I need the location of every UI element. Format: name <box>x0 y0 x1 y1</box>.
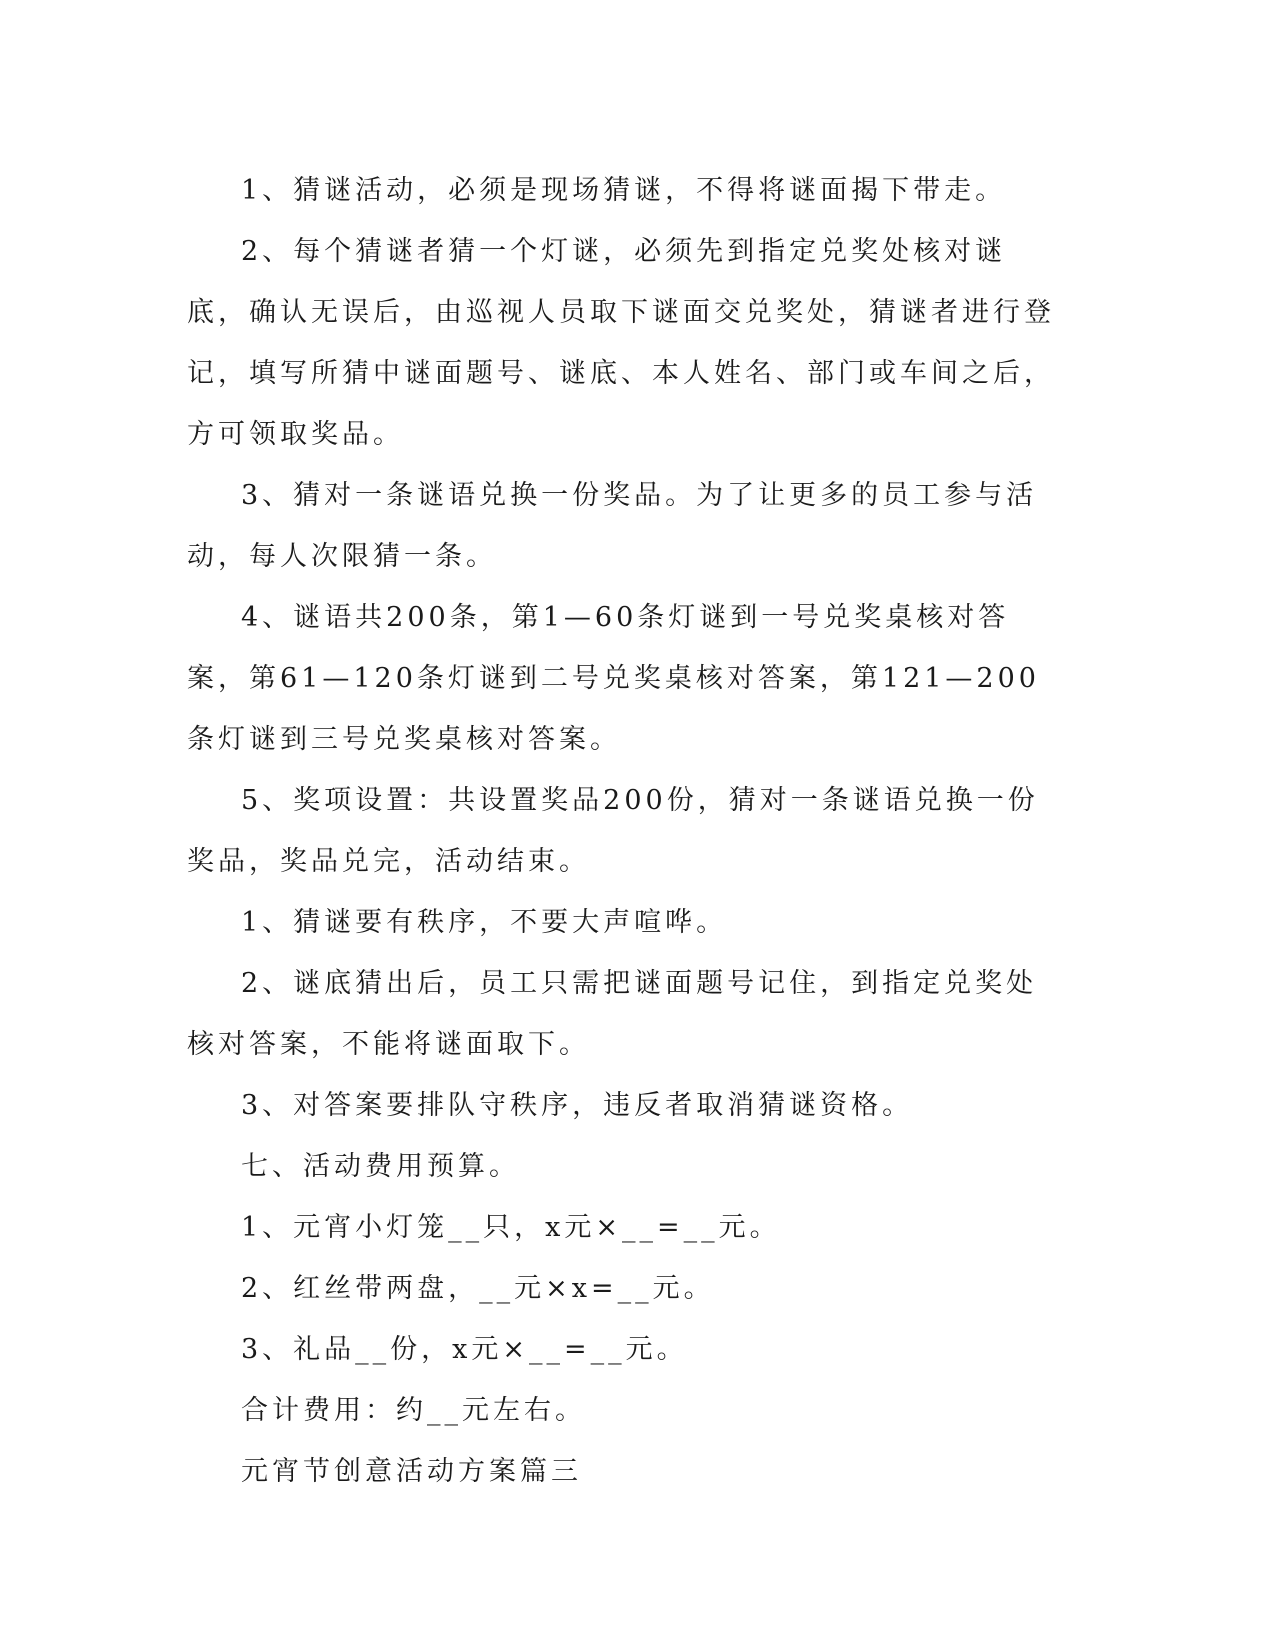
section-heading-budget: 七、活动费用预算。 <box>241 1151 520 1182</box>
budget-item-ribbons: 2、红丝带两盘，__元×x=__元。 <box>241 1273 715 1304</box>
budget-item-lanterns: 1、元宵小灯笼__只，x元×__=__元。 <box>241 1212 781 1243</box>
paragraph-rule-4: 4、谜语共200条，第1—60条灯谜到一号兑奖桌核对答案，第61—120条灯谜到二号兑奖桌核对答案，第121—200条灯谜到三号兑奖桌核对答案。 <box>187 602 1040 755</box>
paragraph-rule-3: 3、猜对一条谜语兑换一份奖品。为了让更多的员工参与活动，每人次限猜一条。 <box>187 480 1038 572</box>
paragraph-notice-2: 2、谜底猜出后，员工只需把谜面题号记住，到指定兑奖处核对答案，不能将谜面取下。 <box>187 968 1038 1060</box>
next-section-title: 元宵节创意活动方案篇三 <box>241 1456 582 1487</box>
paragraph-notice-1: 1、猜谜要有秩序，不要大声喧哗。 <box>241 907 728 938</box>
paragraph-rule-5: 5、奖项设置：共设置奖品200份，猜对一条谜语兑换一份奖品，奖品兑完，活动结束。 <box>187 785 1039 877</box>
paragraph-rule-1: 1、猜谜活动，必须是现场猜谜，不得将谜面揭下带走。 <box>241 175 1007 206</box>
paragraph-notice-3: 3、对答案要排队守秩序，违反者取消猜谜资格。 <box>241 1090 914 1121</box>
paragraph-rule-2: 2、每个猜谜者猜一个灯谜，必须先到指定兑奖处核对谜底，确认无误后，由巡视人员取下谜面交兑奖处，猜谜者进行登记，填写所猜中谜面题号、谜底、本人姓名、部门或车间之后，方可领取奖品。 <box>187 236 1055 450</box>
document-body <box>187 160 1067 1502</box>
budget-total: 合计费用：约__元左右。 <box>241 1395 586 1426</box>
budget-item-gifts: 3、礼品__份，x元×__=__元。 <box>241 1334 688 1365</box>
